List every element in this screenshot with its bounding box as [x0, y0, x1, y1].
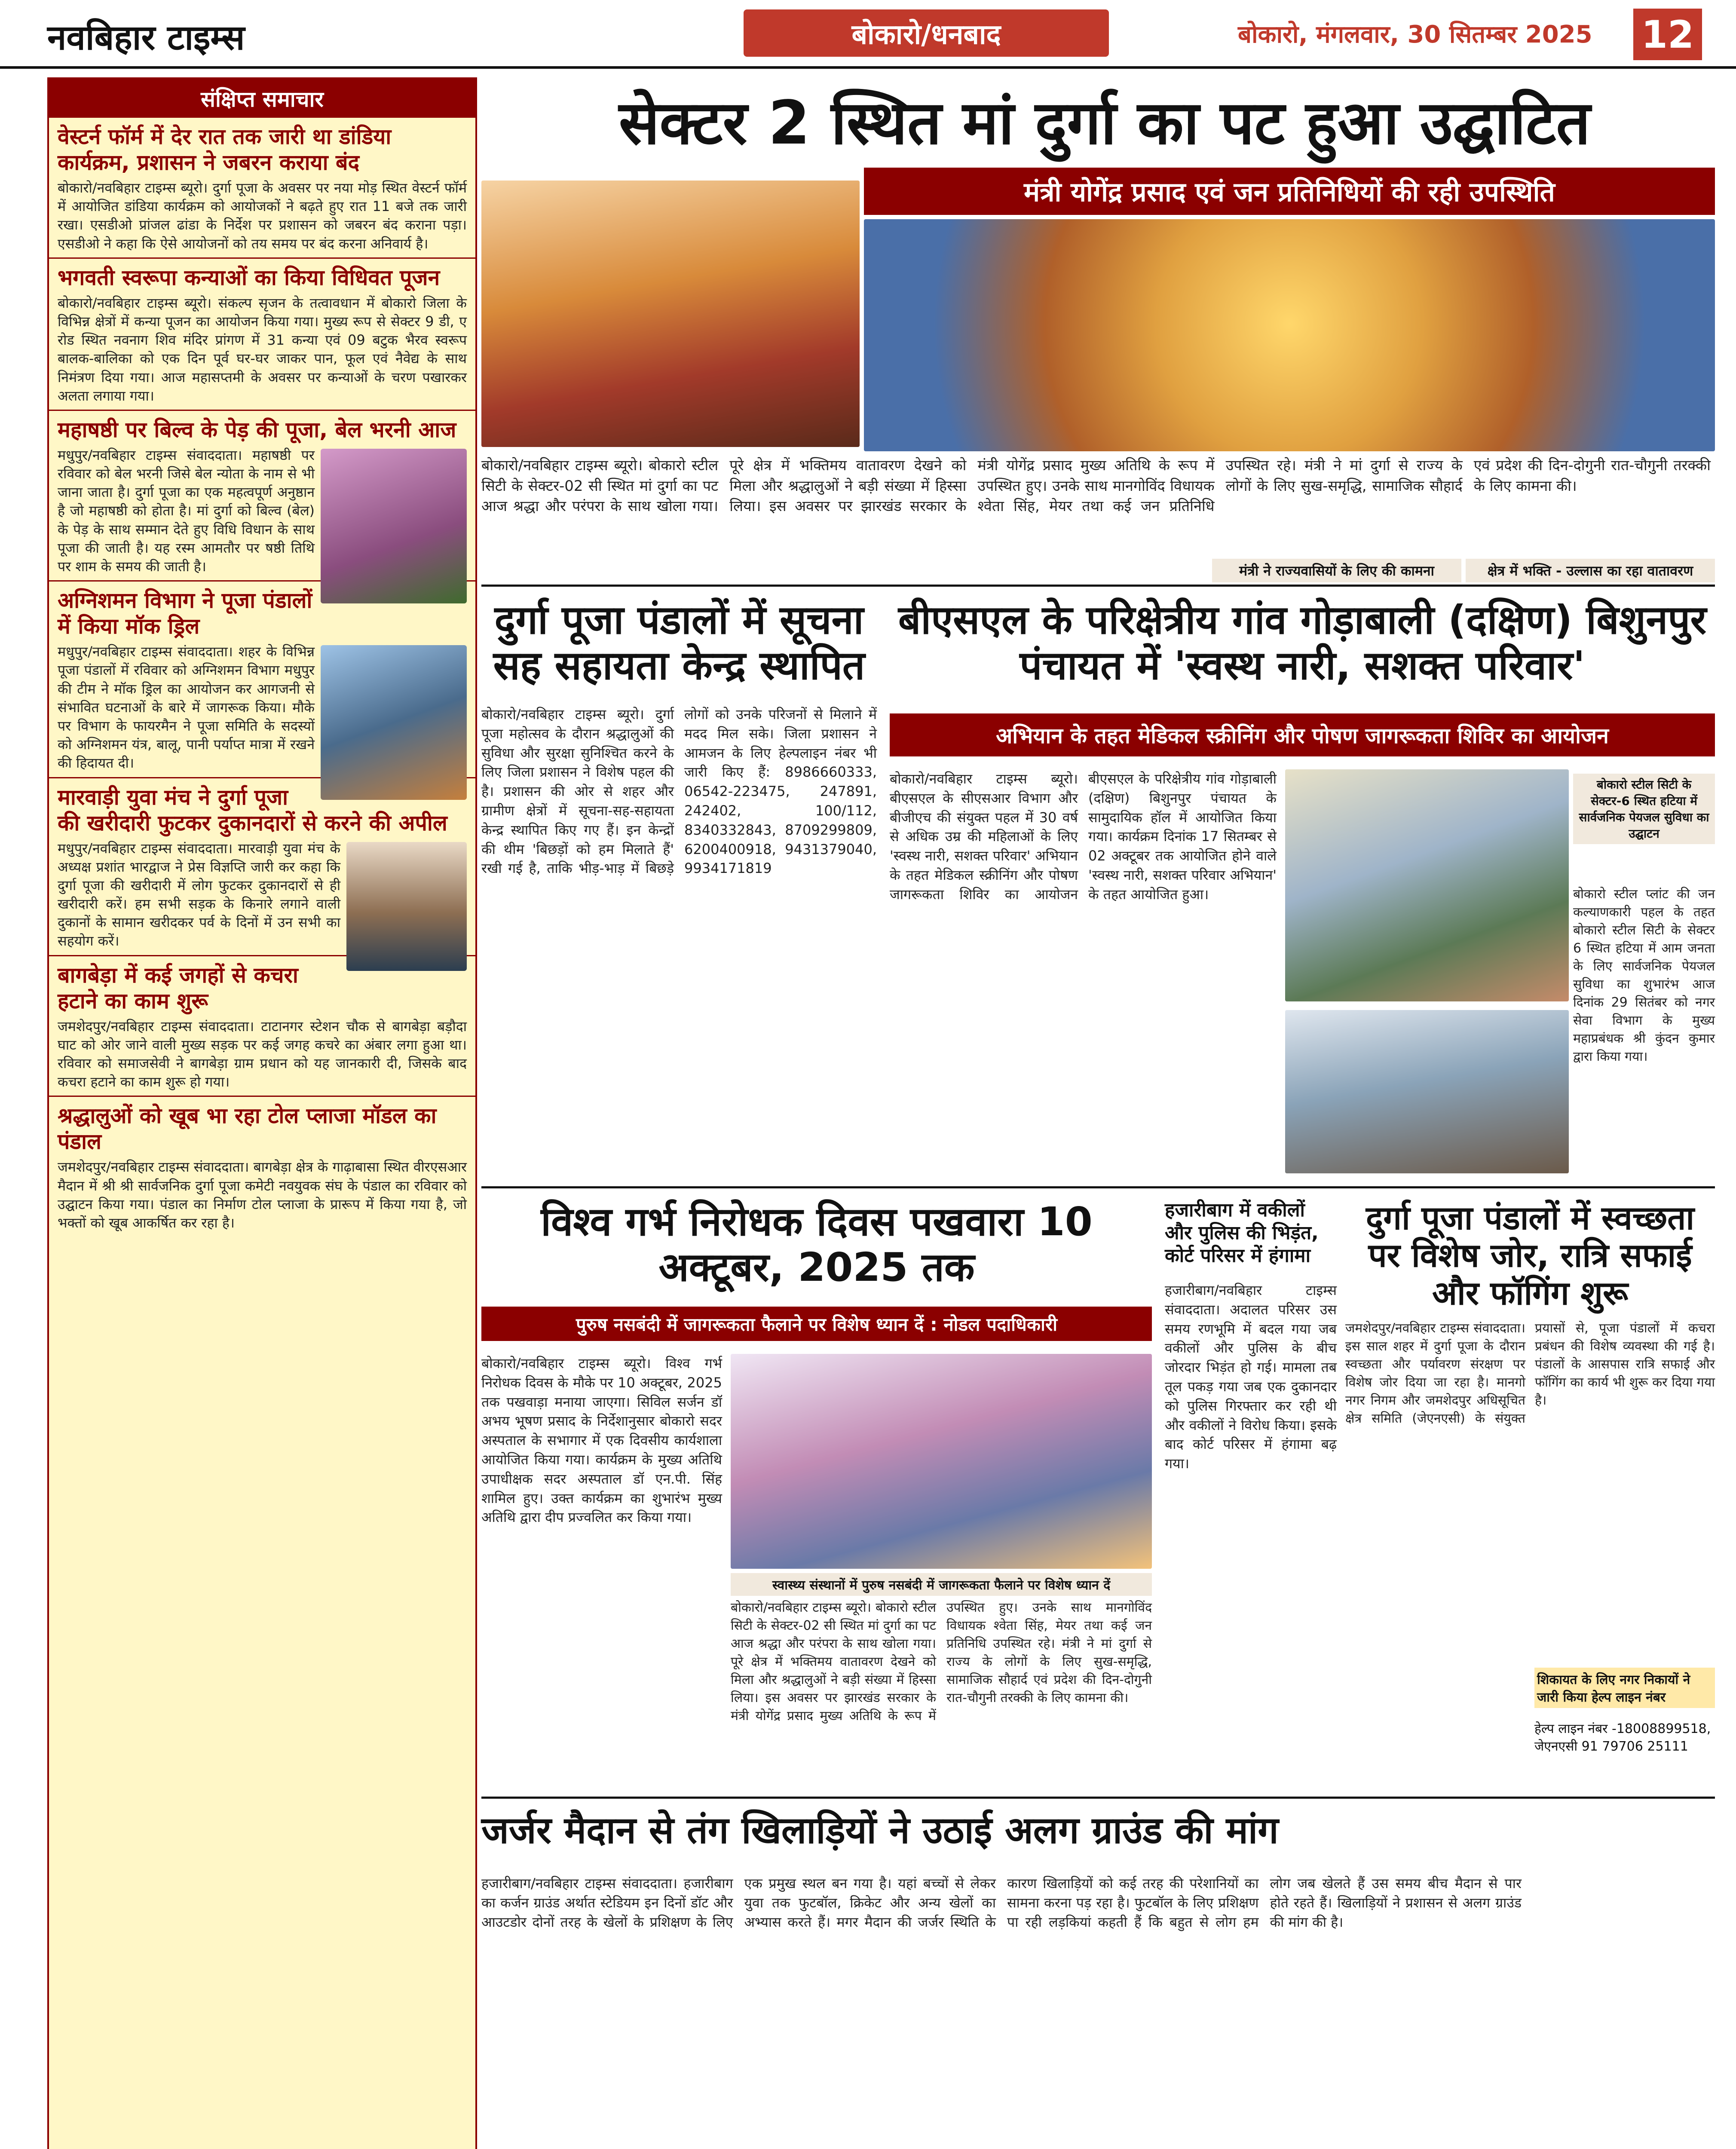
divider — [481, 585, 1715, 587]
helpline-box-body: हेल्प लाइन नंबर -18008899518, जेएनएसी 91 79706 25111 — [1534, 1721, 1711, 1754]
lead-headline: सेक्टर 2 स्थित मां दुर्गा का पट हुआ उद्घाटित — [618, 88, 1591, 158]
brief-body: मधुपुर/नवबिहार टाइम्स संवाददाता। शहर के विभिन्न पूजा पंडालों में रविवार को अग्निशमन विभाग मधुपुर की टीम ने मॉक ड्रिल का आयोजन कर आगजनी से संभावित घटनाओं के बारे में जागरूक किया। मौके पर विभाग के फायरमैन ने पूजा समिति के सदस्यों को अग्निशमन यंत्र, बालू, पानी पर्याप्त मात्रा में रखने की हिदायत दी। — [58, 643, 315, 771]
divider — [481, 1797, 1715, 1799]
brief-body: बोकारो/नवबिहार टाइम्स ब्यूरो। दुर्गा पूजा के अवसर पर नया मोड़ स्थित वेस्टर्न फॉर्म में आयोजित डांडिया कार्यक्रम को आयोजकों ने बढ़ते हुए रात 11 बजे तक जारी रखा। एसडीओ प्रांजल ढांडा के निर्देश पर प्रशासन को जबरन बंद कराना पड़ा। एसडीओ ने कहा कि ऐसे आयोजनों को तय समय पर बंद करना अनिवार्य है। — [58, 180, 467, 252]
section-label: बोकारो/धनबाद — [744, 9, 1109, 57]
bsl-headline: बीएसएल के परिक्षेत्रीय गांव गोड़ाबाली (दक्षिण) बिशुनपुर पंचायत में 'स्वस्थ नारी, सशक्त परिवार' — [898, 597, 1707, 689]
helpdesk-body: बोकारो/नवबिहार टाइम्स ब्यूरो। दुर्गा पूजा महोत्सव के दौरान श्रद्धालुओं की सुविधा और सुरक्षा सुनिश्चित करने के लिए जिला प्रशासन ने विशेष पहल की है। प्रशासन की ओर से शहर और ग्रामीण क्षेत्रों में सूचना-सह-सहायता केन्द्र स्थापित किए गए हैं। इन केन्द्रों की थीम 'बिछड़ों को हम मिलाते हैं' रखी गई है, ताकि भीड़-भाड़ में बिछड़े लोगों को उनके परिजनों से मिलाने में मदद मिल सके। जिला प्रशासन ने आमजन के लिए हेल्पलाइन नंबर भी जारी किए हैं: 8986660333, 06542-223475, 247891, 242402, 100/112, 8340332843, 8709299809, 6200400918, 9431379040, 9934171819 — [481, 706, 877, 877]
page-number: 12 — [1633, 9, 1702, 60]
bsl-body: बोकारो/नवबिहार टाइम्स ब्यूरो। बीएसएल के सीएसआर विभाग और बीजीएच की संयुक्त पहल में 30 वर्ष से अधिक उम्र की महिलाओं के लिए 'स्वस्थ नारी, सशक्त परिवार' अभियान के तहत मेडिकल स्क्रीनिंग और पोषण जागरूकता शिविर का आयोजन बीएसएल के परिक्षेत्रीय गांव गोड़ाबाली (दक्षिण) बिशुनपुर पंचायत के सामुदायिक हॉल में आयोजित किया गया। कार्यक्रम दिनांक 17 सितम्बर से 02 अक्टूबर तक आयोजित होने वाले 'स्वस्थ नारी, सशक्त परिवार अभियान' के तहत आयोजित हुआ। — [890, 771, 1277, 903]
helpline-box-title: शिकायत के लिए नगर निकायों ने जारी किया हेल्प लाइन नंबर — [1534, 1668, 1715, 1708]
brief-body: जमशेदपुर/नवबिहार टाइम्स संवाददाता। टाटानगर स्टेशन चौक से बागबेड़ा बड़ौदा घाट को ओर जाने वाली मुख्य सड़क पर कई जगह कचरे का अंबार लगा हुआ था। रविवार को समाजसेवी ने बागबेड़ा ग्राम प्रधान को यह जानकारी दी, जिसके बाद कचरा हटाने का काम शुरू हो गया। — [58, 1018, 467, 1090]
lead-photo-idol — [864, 219, 1715, 451]
swachhta-body: जमशेदपुर/नवबिहार टाइम्स संवाददाता। इस साल शहर में दुर्गा पूजा के दौरान स्वच्छता और पर्यावरण संरक्षण पर विशेष जोर दिया जा रहा है। मानगो नगर निगम और जमशेदपुर अधिसूचित क्षेत्र समिति (जेएनएसी) के संयुक्त प्रयासों से, पूजा पंडालों में कचरा प्रबंधन की विशेष व्यवस्था की गई है। पंडालों के आसपास रात्रि सफाई और फॉगिंग का कार्य भी शुरू कर दिया गया है। — [1345, 1321, 1715, 1426]
newspaper-title: नवबिहार टाइम्स — [47, 18, 245, 58]
brief-headline: भगवती स्वरूपा कन्याओं का किया विधिवत पूजन — [58, 265, 440, 290]
garbh-body-2: बोकारो/नवबिहार टाइम्स ब्यूरो। बोकारो स्टील सिटी के सेक्टर-02 सी स्थित मां दुर्गा का पट आज श्रद्धा और परंपरा के साथ खोला गया। पूरे क्षेत्र में भक्तिमय वातावरण देखने को मिला और श्रद्धालुओं ने बड़ी संख्या में हिस्सा लिया। इस अवसर पर झारखंड सरकार के मंत्री योगेंद्र प्रसाद मुख्य अतिथि के रूप में उपस्थित हुए। उनके साथ मानगोविंद विधायक श्वेता सिंह, मेयर तथा कई जन प्रतिनिधि उपस्थित रहे। मंत्री ने मां दुर्गा से राज्य के लोगों के लिए सुख-समृद्धि, सामाजिक सौहार्द एवं प्रदेश की दिन-दोगुनी रात-चौगुनी तरक्की के लिए कामना की। — [731, 1600, 1152, 1723]
brief-story — [49, 411, 475, 582]
brief-story — [49, 1097, 475, 1237]
mock-drill-photo — [321, 645, 467, 800]
garbh-body: बोकारो/नवबिहार टाइम्स ब्यूरो। विश्व गर्भ निरोधक दिवस के मौके पर 10 अक्टूबर, 2025 तक पखवाड़ा मनाया जाएगा। सिविल सर्जन डॉ अभय भूषण प्रसाद के निर्देशानुसार बोकारो सदर अस्पताल के सभागार में एक दिवसीय कार्यशाला आयोजित किया गया। कार्यक्रम के मुख्य अतिथि उपाधीक्षक सदर अस्पताल डॉ एन.पी. सिंह शामिल हुए। उक्त कार्यक्रम का शुभारंभ मुख्य अतिथि द्वारा दीप प्रज्वलित कर किया गया। — [481, 1355, 722, 1526]
bilva-puja-photo — [321, 449, 467, 603]
lead-caption: मंत्री ने राज्यवासियों के लिए की कामना — [1212, 559, 1461, 582]
brief-body: मधुपुर/नवबिहार टाइम्स संवाददाता। महाषष्ठी पर रविवार को बेल भरनी जिसे बेल न्योता के नाम से भी जाना जाता है। दुर्गा पूजा का एक महत्वपूर्ण अनुष्ठान है जो महाषष्ठी को होता है। मां दुर्गा को बिल्व (बेल) के पेड़ के साथ सम्मान देते हुए विधि विधान के साथ पूजा की जाती है। यह रस्म आमतौर पर षष्ठी तिथि पर शाम के समय की जाती है। — [58, 447, 315, 575]
brief-story — [49, 956, 475, 1097]
brief-headline: बागबेड़ा में कई जगहों से कचरा हटाने का काम शुरू — [58, 962, 298, 1013]
brief-headline: मारवाड़ी युवा मंच ने दुर्गा पूजा की खरीदारी फुटकर दुकानदारों से करने की अपील — [58, 784, 447, 836]
issue-date: बोकारो, मंगलवार, 30 सितम्बर 2025 — [1238, 21, 1592, 49]
brief-body: मधुपुर/नवबिहार टाइम्स संवाददाता। मारवाड़ी युवा मंच के अध्यक्ष प्रशांत भारद्वाज ने प्रेस विज्ञप्ति जारी कर कहा कि दुर्गा पूजा की खरीदारी में लोग फुटकर दुकानदारों से ही खरीदारी करें। हम सभी सड़क के किनारे लगाने वाली दुकानों के सामान खरीदकर पर्व के दिनों में उन सभी का सहयोग करें। — [58, 840, 340, 949]
garbh-photo — [731, 1354, 1152, 1569]
ground-body: हजारीबाग/नवबिहार टाइम्स संवाददाता। हजारीबाग का कर्जन ग्राउंड अर्थात स्टेडियम इन दिनों डॉट और आउटडोर दोनों तरह के खेलों के प्रशिक्षण के लिए एक प्रमुख स्थल बन गया है। यहां बच्चों से लेकर युवा तक फुटबॉल, क्रिकेट और अन्य खेलों का अभ्यास करते हैं। मगर मैदान की जर्जर स्थिति के कारण खिलाड़ियों को कई तरह की परेशानियों का सामना करना पड़ रहा है। फुटबॉल के लिए प्रशिक्षण पा रही लड़कियां कहती हैं कि बहुत से लोग हम लोग जब खेलते हैं उस समय बीच मैदान से पार होते रहते हैं। खिलाड़ियों ने प्रशासन से अलग ग्राउंड की मांग की है। — [481, 1875, 1522, 1930]
divider — [481, 1186, 1715, 1188]
lead-photo-group — [481, 181, 860, 447]
brief-story — [49, 582, 475, 778]
court-body: हजारीबाग/नवबिहार टाइम्स संवाददाता। अदालत परिसर उस समय रणभूमि में बदल गया जब वकीलों और पुलिस के बीच जोरदार भिड़ंत हो गई। मामला तब तूल पकड़ गया जब एक दुकानदार को पुलिस गिरफ्तार कर रही थी और वकीलों ने विरोध किया। इसके बाद कोर्ट परिसर में हंगामा बढ़ गया। — [1165, 1282, 1337, 1472]
court-headline: हजारीबाग में वकीलों और पुलिस की भिड़ंत, कोर्ट परिसर में हंगामा — [1165, 1199, 1319, 1267]
brief-headline: वेस्टर्न फॉर्म में देर रात तक जारी था डांडिया कार्यक्रम, प्रशासन ने जबरन कराया बंद — [58, 124, 392, 175]
garbh-subheadline: पुरुष नसबंदी में जागरूकता फैलाने पर विशेष ध्यान दें : नोडल पदाधिकारी — [481, 1307, 1152, 1341]
helpdesk-headline: दुर्गा पूजा पंडालों में सूचना सह सहायता केन्द्र स्थापित — [493, 597, 865, 689]
lead-subheadline: मंत्री योगेंद्र प्रसाद एवं जन प्रतिनिधियों की रही उपस्थिति — [864, 168, 1715, 215]
garbh-caption: स्वास्थ्य संस्थानों में पुरुष नसबंदी में जागरूकता फैलाने पर विशेष ध्यान दें — [731, 1573, 1152, 1596]
brief-story — [49, 118, 475, 259]
brief-headline: अग्निशमन विभाग ने पूजा पंडालों में किया मॉक ड्रिल — [58, 588, 312, 639]
portrait-photo — [346, 842, 467, 971]
bsl-camp-photo — [1285, 769, 1569, 1001]
bsl-caption: बोकारो स्टील सिटी के सेक्टर-6 स्थित हटिया में सार्वजनिक पेयजल सुविधा का उद्घाटन — [1573, 774, 1715, 844]
brief-story — [49, 778, 475, 956]
sidebar-heading: संक्षिप्त समाचार — [49, 79, 475, 118]
garbh-headline: विश्व गर्भ निरोधक दिवस पखवारा 10 अक्टूबर, 2025 तक — [541, 1199, 1093, 1290]
swachhta-headline: दुर्गा पूजा पंडालों में स्वच्छता पर विशेष जोर, रात्रि सफाई और फॉगिंग शुरू — [1366, 1199, 1695, 1312]
brief-body: जमशेदपुर/नवबिहार टाइम्स संवाददाता। बागबेड़ा क्षेत्र के गाढ़ाबासा स्थित वीरएसआर मैदान में श्री श्री सार्वजनिक दुर्गा पूजा कमेटी नवयुवक संघ के पंडाल का रविवार को उद्घाटन किया गया। पंडाल का निर्माण टोल प्लाजा के प्रारूप में किया गया है, जो भक्तों को खूब आकर्षित कर रहा है। — [58, 1159, 467, 1231]
lead-body: बोकारो/नवबिहार टाइम्स ब्यूरो। बोकारो स्टील सिटी के सेक्टर-02 सी स्थित मां दुर्गा का पट आज श्रद्धा और परंपरा के साथ खोला गया। पूरे क्षेत्र में भक्तिमय वातावरण देखने को मिला और श्रद्धालुओं ने बड़ी संख्या में हिस्सा लिया। इस अवसर पर झारखंड सरकार के मंत्री योगेंद्र प्रसाद मुख्य अतिथि के रूप में उपस्थित हुए। उनके साथ मानगोविंद विधायक श्वेता सिंह, मेयर तथा कई जन प्रतिनिधि उपस्थित रहे। मंत्री ने मां दुर्गा से राज्य के लोगों के लिए सुख-समृद्धि, सामाजिक सौहार्द एवं प्रदेश की दिन-दोगुनी रात-चौगुनी तरक्की के लिए कामना की। — [481, 457, 1711, 515]
brief-body: बोकारो/नवबिहार टाइम्स ब्यूरो। संकल्प सृजन के तत्वावधान में बोकारो जिला के विभिन्न क्षेत्रों में कन्या पूजन का आयोजन किया गया। मुख्य रूप से सेक्टर 9 डी, ए रोड स्थित नवनाग शिव मंदिर प्रांगण में 31 कन्या एवं 09 बटुक भैरव स्वरूप बालक-बालिका को एक दिन पूर्व घर-घर जाकर पान, फूल एवं नैवेद्य के साथ निमंत्रण दिया गया। आज महासप्तमी के अवसर पर कन्याओं के चरण पखारकर अलता लगाया गया। — [58, 294, 467, 404]
brief-story — [49, 259, 475, 411]
brief-headline: महाषष्ठी पर बिल्व के पेड़ की पूजा, बेल भरनी आज — [58, 417, 456, 442]
lead-caption-2: क्षेत्र में भक्ति - उल्लास का रहा वातावरण — [1466, 559, 1715, 582]
bsl-body-2: बोकारो स्टील प्लांट की जन कल्याणकारी पहल के तहत बोकारो स्टील सिटी के सेक्टर 6 स्थित हटिया में आम जनता के लिए सार्वजनिक पेयजल सुविधा का शुभारंभ आज दिनांक 29 सितंबर को नगर सेवा विभाग के मुख्य महाप्रबंधक श्री कुंदन कुमार द्वारा किया गया। — [1573, 887, 1715, 1064]
brief-headline: श्रद्धालुओं को खूब भा रहा टोल प्लाजा मॉडल का पंडाल — [58, 1103, 437, 1154]
bsl-subheadline: अभियान के तहत मेडिकल स्क्रीनिंग और पोषण जागरूकता शिविर का आयोजन — [890, 713, 1715, 756]
water-facility-photo — [1285, 1010, 1569, 1173]
brief-news-sidebar — [47, 77, 477, 2149]
ground-headline: जर्जर मैदान से तंग खिलाड़ियों ने उठाई अलग ग्राउंड की मांग — [481, 1809, 1279, 1852]
